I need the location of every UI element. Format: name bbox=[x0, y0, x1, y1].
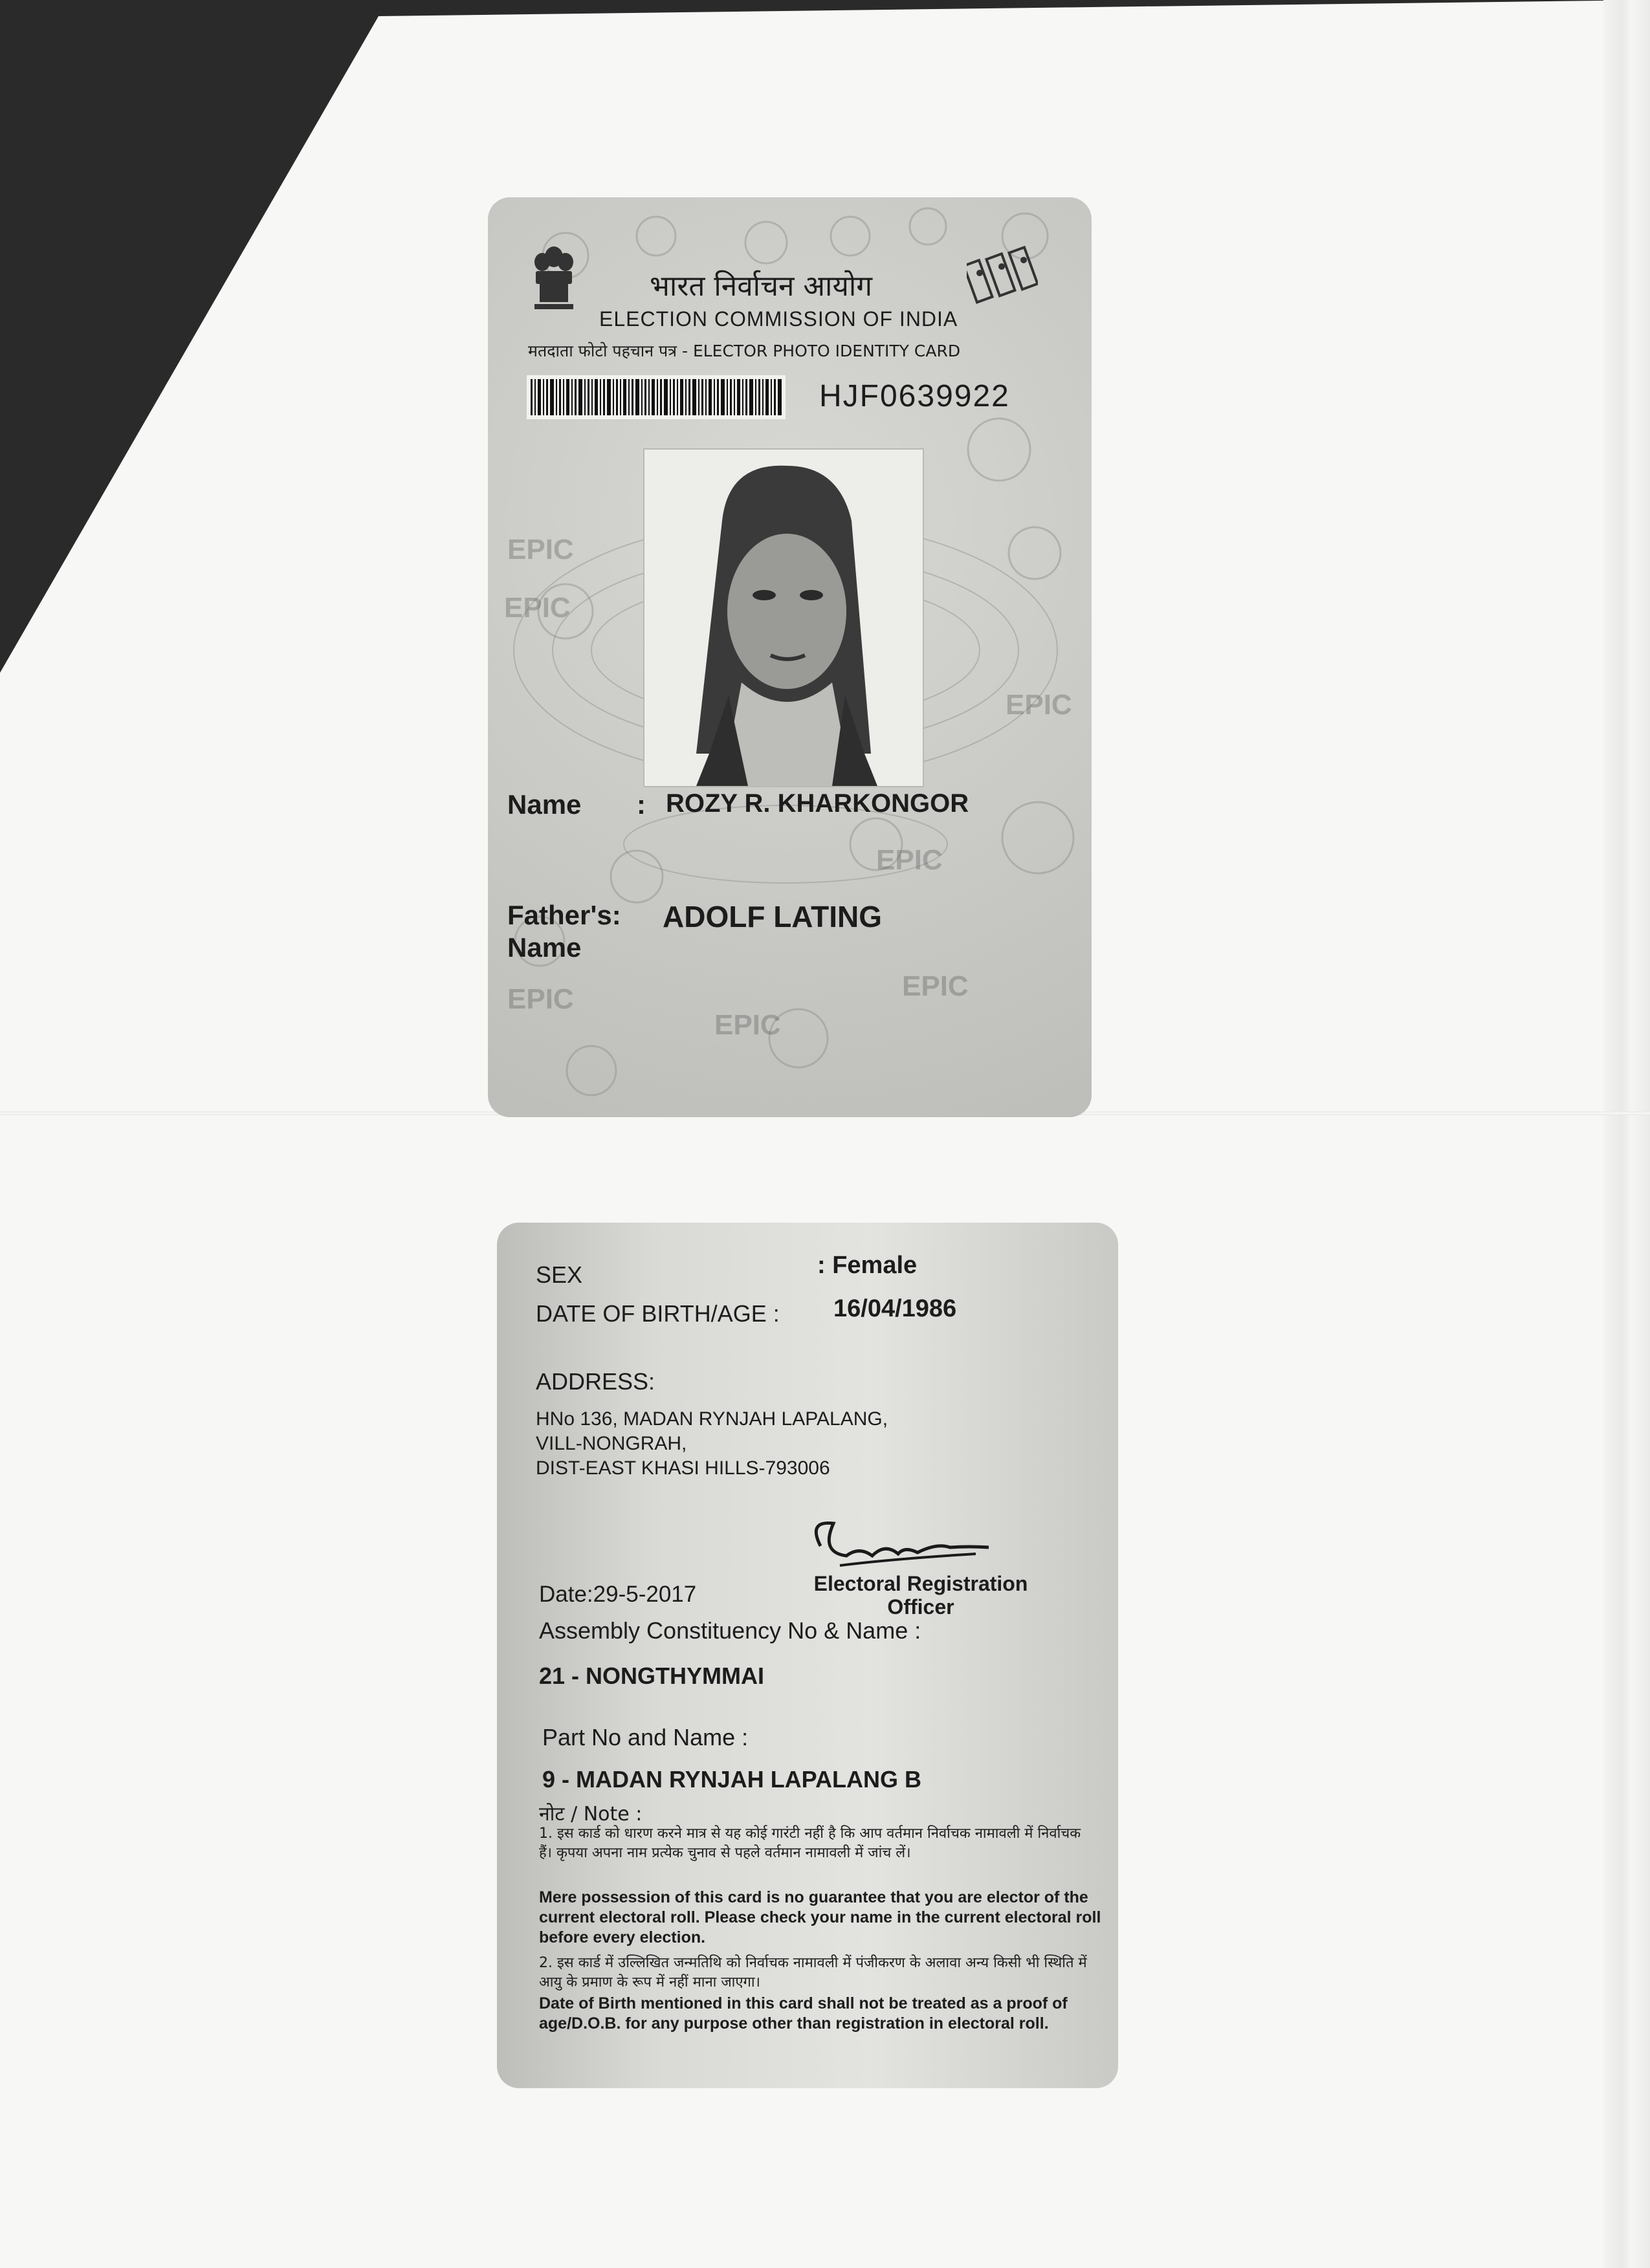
part-label: Part No and Name : bbox=[542, 1724, 749, 1750]
assembly-constituency-label: Assembly Constituency No & Name : bbox=[539, 1617, 921, 1644]
epic-watermark: EPIC bbox=[507, 534, 574, 565]
part-value: 9 - MADAN RYNJAH LAPALANG B bbox=[542, 1766, 922, 1793]
ero-label: Electoral Registration Officer bbox=[813, 1572, 1028, 1619]
father-name-value: ADOLF LATING bbox=[663, 900, 882, 933]
father-name-label bbox=[507, 899, 621, 964]
epic-watermark: EPIC bbox=[1006, 689, 1072, 721]
assembly-constituency-value: 21 - NONGTHYMMAI bbox=[539, 1663, 765, 1689]
note-heading: नोट / Note : bbox=[539, 1803, 643, 1826]
barcode bbox=[527, 375, 786, 419]
paper-edge bbox=[1603, 0, 1650, 2268]
dob-value: 16/04/1986 bbox=[833, 1295, 957, 1322]
voter-id-card-back bbox=[497, 1223, 1118, 2088]
note2-hindi: 2. इस कार्ड में उल्लिखित जन्मतिथि को निर्वाचक नामावली में पंजीकरण के अलावा अन्य किसी भी स्थिति में आयु के प्रमाण के रूप में नहीं माना जाएगा। bbox=[539, 1955, 1087, 1990]
note1-english: Mere possession of this card is no guarantee that you are elector of the current electoral roll. Please check your name in the current electoral roll before every election. bbox=[539, 1888, 1101, 1946]
evm-logo-icon bbox=[967, 246, 1038, 304]
address-line: HNo 136, MADAN RYNJAH LAPALANG, bbox=[536, 1408, 888, 1430]
ero-signature bbox=[795, 1507, 1002, 1578]
national-emblem-icon bbox=[528, 243, 580, 314]
address-label: ADDRESS: bbox=[536, 1368, 655, 1395]
address-line: DIST-EAST KHASI HILLS-793006 bbox=[536, 1457, 830, 1479]
epic-watermark: EPIC bbox=[714, 1009, 781, 1041]
voter-id-card-front bbox=[488, 197, 1092, 1117]
note1-hindi: 1. इस कार्ड को धारण करने मात्र से यह कोई गारंटी नहीं है कि आप वर्तमान निर्वाचक नामावली में निर्वाचक हैं। कृपया अपना नाम प्रत्येक चुनाव से पहले वर्तमान नामावली में जांच लें। bbox=[539, 1826, 1081, 1861]
sex-label: SEX bbox=[536, 1261, 583, 1288]
epic-watermark: EPIC bbox=[902, 970, 969, 1002]
name-value: ROZY R. KHARKONGOR bbox=[666, 789, 969, 818]
address-line: VILL-NONGRAH, bbox=[536, 1433, 687, 1454]
address-block bbox=[536, 1407, 888, 1481]
card-title-english: ELECTION COMMISSION OF INDIA bbox=[599, 307, 958, 331]
issue-date: Date:29-5-2017 bbox=[539, 1582, 697, 1607]
name-separator: : bbox=[637, 789, 646, 820]
epic-number: HJF0639922 bbox=[819, 379, 1010, 413]
name-label: Name bbox=[507, 789, 582, 820]
father-label-line1: Father's: bbox=[507, 900, 621, 930]
holder-photo bbox=[643, 448, 924, 787]
portrait-image bbox=[644, 450, 923, 786]
sex-value: : Female bbox=[817, 1252, 918, 1279]
epic-watermark: EPIC bbox=[876, 844, 943, 876]
dob-label: DATE OF BIRTH/AGE : bbox=[536, 1300, 780, 1327]
note2-english: Date of Birth mentioned in this card shall not be treated as a proof of age/D.O.B. for any purpose other than registration in electoral roll. bbox=[539, 1994, 1068, 2033]
card-subtitle: मतदाता फोटो पहचान पत्र - ELECTOR PHOTO IDENTITY CARD bbox=[528, 342, 961, 360]
father-label-line2: Name bbox=[507, 932, 582, 963]
epic-watermark: EPIC bbox=[507, 983, 574, 1015]
epic-watermark: EPIC bbox=[504, 592, 571, 624]
card-title-hindi: भारत निर्वाचन आयोग bbox=[650, 270, 873, 303]
